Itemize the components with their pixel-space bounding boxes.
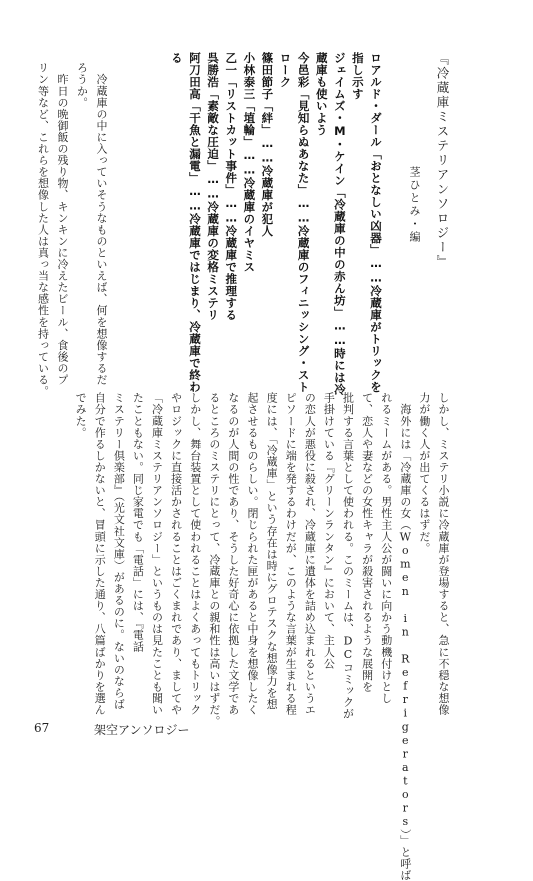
- story-entry-line: ロアルド・ダール「おとなしい凶器」……冷蔵庫がトリックを: [369, 52, 383, 393]
- body-text-line: 海外には「冷蔵庫の女（Women in Refrigerators）」と呼ば: [398, 392, 412, 881]
- body-text-line: なるのが人間の性であり、そうした好奇心に依拠した文学であ: [226, 392, 240, 716]
- body-text-line: やロジックに直接活かされることはごくまれであり、ましてや: [169, 392, 183, 716]
- story-entry-line: 今邑彩「見知らぬあなた」……冷蔵庫のフィニッシング・スト: [296, 52, 311, 393]
- body-text-line: ミステリー倶楽部』（光文社文庫）があるのに。ないのならば: [112, 392, 126, 710]
- body-text-line: て、恋人や妻などの女性キャラが殺害されるような展開を: [360, 392, 374, 693]
- body-text-line: でみた。: [74, 392, 88, 439]
- story-entry-line: 呉勝浩「素敵な圧迫」……冷蔵庫の変格ミステリ: [206, 52, 221, 321]
- story-entry-line: 小林泰三「埴輪」……冷蔵庫のイヤミス: [242, 52, 257, 273]
- page-number: 67: [34, 721, 50, 735]
- body-text-line: たこともない。同じ家電でも「電話」には、『電話: [131, 392, 145, 653]
- body-text-line: 起させるものらしい。閉じられた匣があると中身を想像したく: [246, 392, 259, 716]
- body-text-line: 昨日の晩御飯の残り物、キンキンに冷えたビール、食後のプ: [56, 62, 69, 386]
- story-entry-line: 蔵庫も使いよう: [314, 52, 329, 136]
- story-entry-line: 乙一「リストカット事件」……冷蔵庫で推理する: [224, 52, 239, 321]
- body-text-line: ピソードに端を発するわけだが、このような言葉が生まれる程: [284, 392, 298, 716]
- story-entry-line: 指し示す: [350, 52, 365, 100]
- body-text-line: 力が働く人が出てくるはずだ。: [417, 392, 431, 554]
- body-text-line: るところのミステリにとって、冷蔵庫との親和性は高いはずだ。: [207, 392, 221, 727]
- story-entry-line: ローク: [278, 52, 293, 88]
- body-text-line: 度には、「冷蔵庫」という存在は時にグロテスクな想像力を想: [265, 392, 279, 710]
- body-text-line: 「冷蔵庫ミステリアンソロジー」というものは見たことも聞い: [150, 392, 164, 716]
- body-text-line: 冷蔵庫の中に入っていそうなものといえば、何を想像するだ: [95, 62, 108, 386]
- body-text-line: しかし、舞台装置として使われることはよくあってもトリック: [188, 392, 202, 716]
- body-text-line: れるミームがある。男性主人公が闘いに向かう動機付けとし: [379, 392, 393, 704]
- story-entry-line: る: [169, 52, 184, 64]
- story-entry-line: 阿刀田高「干魚と漏電」……冷蔵庫ではじまり、冷蔵庫で終わ: [188, 52, 202, 393]
- body-text-line: しかし、ミステリ小説に冷蔵庫が登場すると、急に不穏な想像: [437, 392, 450, 716]
- body-text-line: の恋人が悪役に殺され、冷蔵庫に遺体を詰め込まれるというエ: [303, 392, 317, 716]
- anthology-title: 『冷蔵庫ミステリアンソロジー』: [435, 52, 450, 270]
- story-entry-line: 篠田節子「絆」……冷蔵庫が犯人: [260, 52, 275, 237]
- editor-credit: 茎ひとみ・編: [408, 166, 421, 244]
- body-text-line: 手掛けている『グリーンランタン』において、主人公: [322, 392, 336, 670]
- body-text-line: ろうか。: [75, 62, 89, 109]
- story-entry-line: ジェイムズ・M・ケイン「冷蔵庫の中の赤ん坊」……時には冷: [332, 52, 347, 396]
- running-title: 架空アンソロジー: [94, 723, 190, 737]
- body-text-line: 批判する言葉として使われる。このミームは、DCコミックが: [341, 392, 355, 720]
- body-text-line: リン等など、これらを想像した人は真っ当な感性を持っている。: [36, 62, 50, 397]
- body-text-line: 自分で作るしかないと、冒頭に示した通り、八篇ばかりを選ん: [93, 392, 107, 716]
